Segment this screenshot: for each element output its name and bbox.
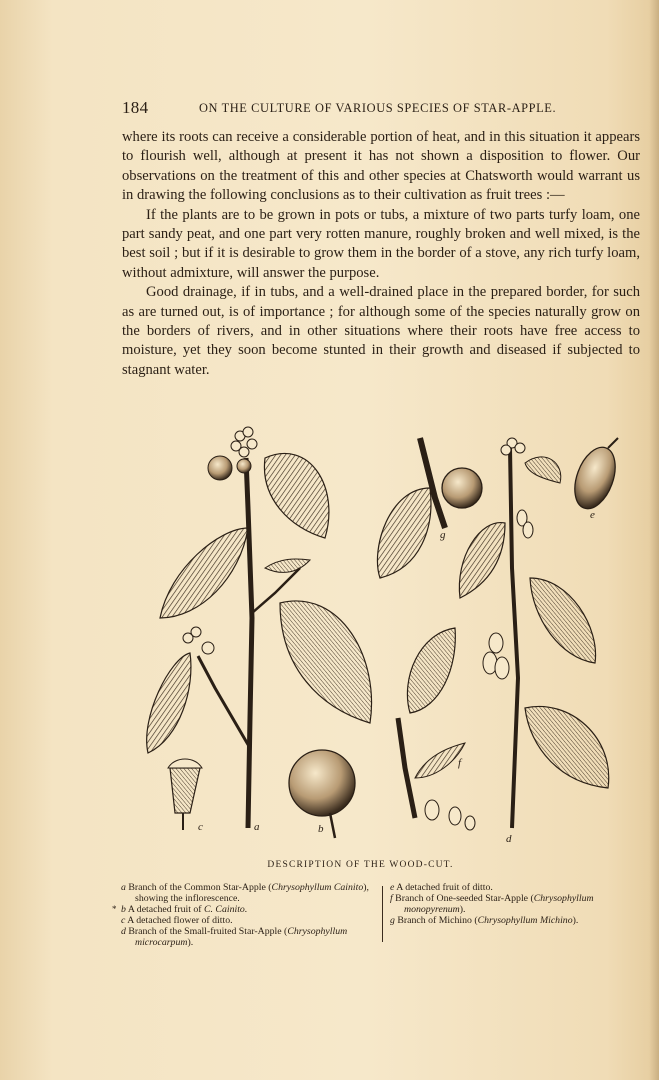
branch-f (398, 628, 475, 830)
paragraph: Good drainage, if in tubs, and a well-drained place in the prepared border, for such as are turned out, is of importance ; for although some of the species naturally grow on the borders of rivers, and in other situations where their roots have free access to moisture, yet they soon become stunted in their growth and diseased if subjected to stagnant water. (122, 284, 640, 378)
figure-letter-d: d (506, 833, 512, 845)
flower-c (168, 759, 202, 830)
running-title: ON THE CULTURE OF VARIOUS SPECIES OF STAR-APPLE. (199, 101, 557, 115)
caption-item-d: d Branch of the Small-fruited Star-Apple (Chrysophyllum microcarpum). (121, 925, 348, 948)
caption-item-b: b A detached fruit of C. Cainito. (121, 903, 248, 915)
caption-right-column (390, 883, 640, 927)
caption-title: DESCRIPTION OF THE WOOD-CUT. (267, 860, 454, 870)
body-text (122, 128, 640, 380)
figure-letter-f: f (458, 757, 462, 769)
page-edge-shadow (649, 0, 659, 1080)
wood-cut-illustration (140, 418, 640, 848)
figure-letter-b: b (318, 823, 324, 835)
caption-item-c: c A detached flower of ditto. (121, 914, 233, 926)
paragraph: If the plants are to be grown in pots or tubs, a mixture of two parts turfy loam, one part sandy peat, and one part very rotten manure, roughly broken and well mixed, is the best soil ; but if it is desirable to grow them in the border of a stove, any rich turfy loam, without admixture, will answer the purpose. (122, 206, 640, 281)
caption-item-f: f Branch of One-seeded Star-Apple (Chrysophyllum monopyrenum). (390, 892, 594, 915)
caption-item-e: e A detached fruit of ditto. (390, 882, 493, 893)
caption-divider (382, 886, 383, 942)
footnote-star: * (112, 904, 117, 914)
figure-letter-c: c (198, 821, 203, 833)
botanical-engraving (140, 418, 640, 848)
caption-left-column (121, 883, 375, 948)
paragraph: where its roots can receive a considerable portion of heat, and in this situation it appears to flourish well, although at present it has not shown a disposition to flower. Our observations on the treatment of this and other species at Chatsworth would warrant us in drawing the following conclusions as to their cultivation as fruit trees :— (122, 129, 640, 204)
fruit-e (567, 438, 623, 514)
figure-letter-e: e (590, 509, 595, 521)
page-number: 184 (122, 98, 149, 117)
figure-letter-a: a (254, 821, 260, 833)
figure-letter-g: g (440, 529, 446, 541)
caption-item-g: g Branch of Michino (Chrysophyllum Michino). (390, 914, 579, 926)
caption-item-a: a Branch of the Common Star-Apple (Chrysophyllum Cainito), showing the inflorescence. (121, 882, 369, 904)
